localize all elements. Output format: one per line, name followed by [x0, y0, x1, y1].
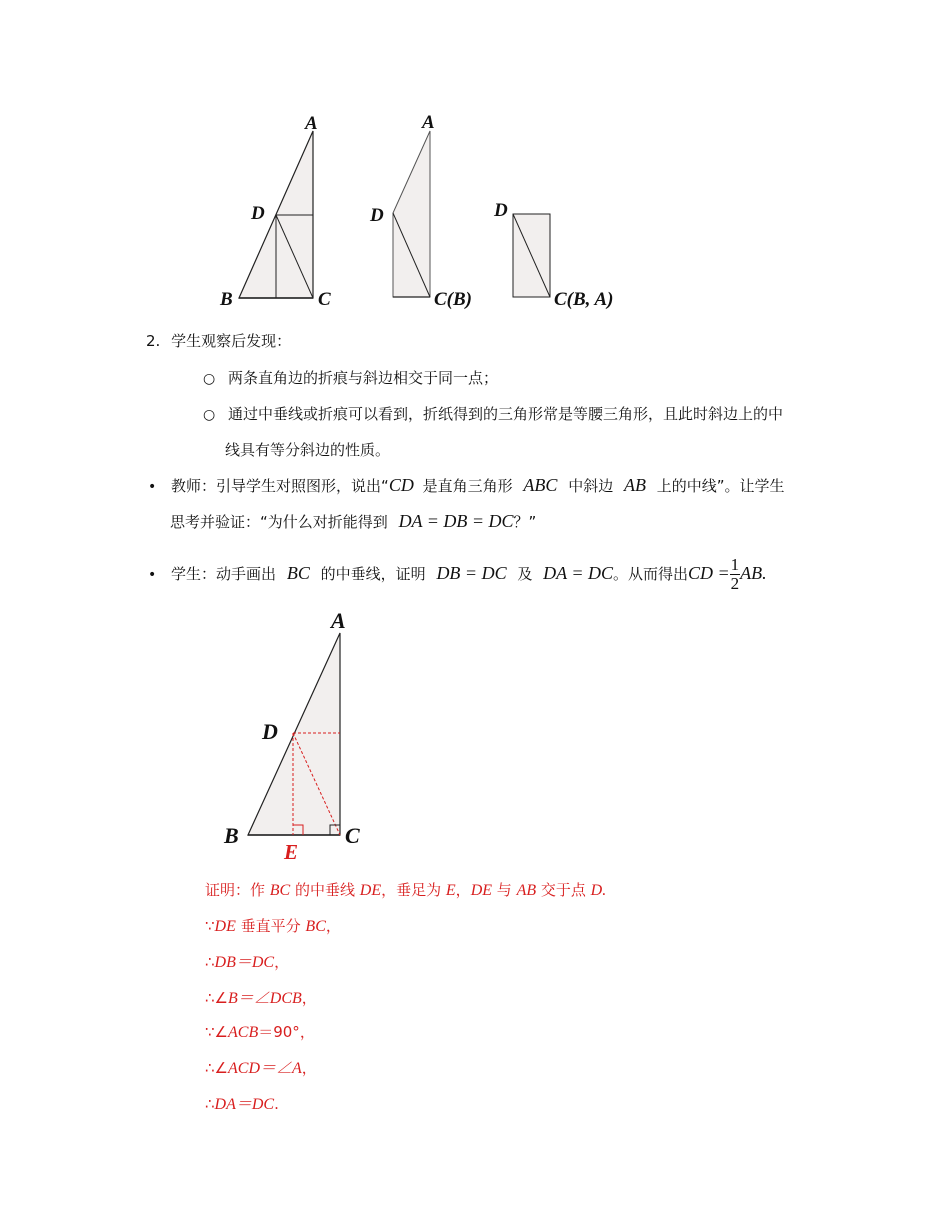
teacher-abc: ABC: [523, 475, 558, 495]
proof-line-5: ∵∠ACB＝90°，: [205, 1023, 315, 1041]
item-2: [146, 331, 291, 351]
bullet-dot-icon: •: [148, 567, 157, 583]
label-cb2: C(B): [434, 289, 472, 310]
student-and: 及: [517, 565, 533, 583]
circle-bullet-icon: ○: [203, 371, 216, 387]
triangle-folded-once: [393, 131, 430, 297]
student-prefix: 学生：动手画出: [171, 565, 277, 583]
teacher-cd: CD: [388, 475, 414, 495]
label-c1: C: [318, 289, 331, 310]
label-b: B: [224, 823, 239, 848]
student-eq1: DB = DC: [436, 563, 507, 583]
proof-line-4: ∴∠B＝∠DCB，: [205, 989, 317, 1007]
student-cd: CD =: [688, 563, 730, 583]
label-d: D: [262, 719, 278, 744]
label-d1: D: [251, 203, 265, 224]
sub-bullet-2: [203, 404, 783, 425]
label-d2: D: [370, 205, 384, 226]
proof-line-3: ∴DB＝DC，: [205, 953, 290, 971]
teacher-ab: AB: [624, 475, 646, 495]
teacher-mid1: 是直角三角形: [422, 477, 513, 495]
circle-bullet-icon: ○: [203, 407, 216, 423]
label-a: A: [331, 608, 346, 633]
teacher-end1: 上的中线”。让学生: [656, 477, 785, 495]
bullet-dot-icon: •: [148, 479, 157, 495]
student-eq2: DA = DC: [543, 563, 613, 583]
teacher-line2: [170, 511, 536, 532]
item-text: 学生观察后发现：: [171, 332, 292, 350]
student-bullet: [148, 556, 767, 593]
label-e: E: [284, 840, 299, 864]
teacher-mid2: 中斜边: [568, 477, 614, 495]
sub-bullet-2-line2: [225, 440, 390, 460]
sub-bullet-1-text: 两条直角边的折痕与斜边相交于同一点；: [228, 369, 499, 387]
student-mid2: 。从而得出: [613, 565, 689, 583]
label-d3: D: [494, 200, 508, 221]
sub-bullet-2-text-line2: 线具有等分斜边的性质。: [225, 441, 391, 459]
rectangle-folded-twice: [513, 214, 550, 297]
student-mid1: 的中垂线，证明: [320, 565, 426, 583]
sub-bullet-2-text-line1: 通过中垂线或折痕可以看到，折纸得到的三角形常是等腰三角形，且此时斜边上的中: [228, 405, 784, 423]
fraction-numerator: 1: [730, 555, 740, 574]
teacher-prefix: 教师：引导学生对照图形，说出“: [171, 477, 389, 495]
folding-diagrams: [0, 0, 950, 320]
student-ab: AB.: [740, 563, 767, 583]
teacher-line2-end: ？”: [513, 513, 537, 531]
proof-line-6: ∴∠ACD＝∠A，: [205, 1059, 317, 1077]
student-bc: BC: [286, 563, 310, 583]
item-number: 2.: [146, 332, 161, 350]
proof-line-2: ∵DE 垂直平分 BC，: [205, 917, 341, 935]
teacher-bullet: [148, 475, 785, 497]
label-a1: A: [305, 113, 318, 134]
teacher-line2-prefix: 思考并验证：“为什么对折能得到: [170, 513, 388, 531]
sub-bullet-1: [203, 368, 498, 389]
label-b1: B: [220, 289, 233, 310]
proof-line-1: 证明：作 BC 的中垂线 DE，垂足为 E，DE 与 AB 交于点 D.: [205, 881, 607, 899]
label-c: C: [345, 823, 360, 848]
bisector-diagram: [0, 600, 950, 870]
label-a2: A: [422, 112, 435, 133]
teacher-eq: DA = DB = DC: [398, 511, 514, 531]
fraction-denominator: 2: [730, 574, 740, 593]
label-cba3: C(B, A): [554, 289, 614, 310]
fraction-one-half: [730, 556, 741, 593]
proof-line-7: ∴DA＝DC.: [205, 1095, 279, 1113]
